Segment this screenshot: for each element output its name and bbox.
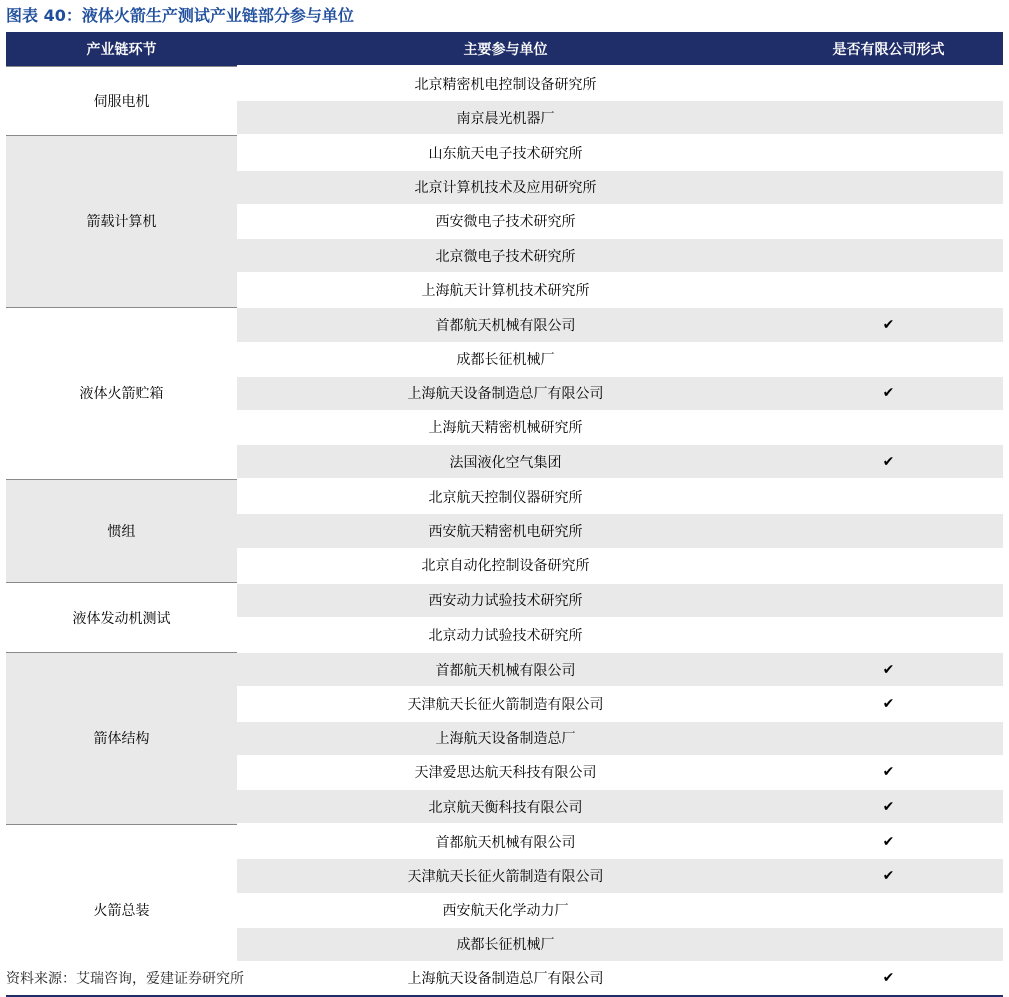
limited-company-cell [774, 410, 1003, 444]
limited-company-cell [774, 618, 1003, 653]
unit-name-cell: 首都航天机械有限公司 [237, 652, 774, 687]
segment-cell: 火箭总装 [6, 824, 237, 996]
checkmark-icon: ✔ [882, 661, 895, 678]
unit-name-cell: 天津爱思达航天科技有限公司 [237, 755, 774, 789]
segment-cell: 液体发动机测试 [6, 583, 237, 652]
limited-company-cell [774, 548, 1003, 583]
source-note: 资料来源：艾瑞咨询，爱建证券研究所 [6, 971, 244, 987]
limited-company-cell [774, 307, 1003, 342]
unit-name-cell: 南京晨光机器厂 [237, 101, 774, 136]
table-body [6, 66, 1003, 996]
table-row [6, 583, 1003, 618]
unit-name-cell: 北京航天控制仪器研究所 [237, 479, 774, 514]
unit-name-cell: 上海航天计算机技术研究所 [237, 273, 774, 308]
checkmark-icon: ✔ [882, 385, 895, 402]
unit-name-cell: 北京精密机电控制设备研究所 [237, 66, 774, 101]
checkmark-icon: ✔ [882, 970, 895, 987]
limited-company-cell [774, 755, 1003, 789]
unit-name-cell: 天津航天长征火箭制造有限公司 [237, 687, 774, 721]
limited-company-cell [774, 101, 1003, 136]
limited-company-cell [774, 376, 1003, 410]
segment-cell: 箭体结构 [6, 652, 237, 824]
unit-name-cell: 北京动力试验技术研究所 [237, 618, 774, 653]
unit-name-cell: 北京航天衡科技有限公司 [237, 789, 774, 824]
checkmark-icon: ✔ [882, 316, 895, 333]
unit-name-cell: 西安航天精密机电研究所 [237, 514, 774, 548]
checkmark-icon: ✔ [882, 453, 895, 470]
limited-company-cell [774, 687, 1003, 721]
unit-name-cell: 上海航天精密机械研究所 [237, 410, 774, 444]
limited-company-cell [774, 652, 1003, 687]
limited-company-cell [774, 721, 1003, 755]
unit-name-cell: 上海航天设备制造总厂 [237, 721, 774, 755]
unit-name-cell: 天津航天长征火箭制造有限公司 [237, 859, 774, 893]
unit-name-cell: 北京自动化控制设备研究所 [237, 548, 774, 583]
table-row [6, 307, 1003, 342]
unit-name-cell: 西安航天化学动力厂 [237, 893, 774, 927]
unit-name-cell: 成都长征机械厂 [237, 342, 774, 376]
limited-company-cell [774, 893, 1003, 927]
supply-chain-table [6, 32, 1003, 997]
unit-name-cell: 上海航天设备制造总厂有限公司 [237, 961, 774, 996]
limited-company-cell [774, 204, 1003, 238]
limited-company-cell [774, 927, 1003, 961]
unit-name-cell: 首都航天机械有限公司 [237, 307, 774, 342]
header-units: 主要参与单位 [237, 32, 774, 66]
checkmark-icon: ✔ [882, 695, 895, 712]
table-row [6, 66, 1003, 101]
segment-cell: 伺服电机 [6, 66, 237, 135]
limited-company-cell [774, 514, 1003, 548]
limited-company-cell [774, 170, 1003, 204]
unit-name-cell: 北京计算机技术及应用研究所 [237, 170, 774, 204]
segment-cell: 箭载计算机 [6, 135, 237, 307]
table-row [6, 135, 1003, 170]
segment-cell: 液体火箭贮箱 [6, 307, 237, 479]
unit-name-cell: 上海航天设备制造总厂有限公司 [237, 376, 774, 410]
limited-company-cell [774, 789, 1003, 824]
limited-company-cell [774, 583, 1003, 618]
checkmark-icon: ✔ [882, 764, 895, 781]
limited-company-cell [774, 479, 1003, 514]
header-segment: 产业链环节 [6, 32, 237, 66]
limited-company-cell [774, 238, 1003, 272]
limited-company-cell [774, 859, 1003, 893]
limited-company-cell [774, 135, 1003, 170]
table-row [6, 652, 1003, 687]
limited-company-cell [774, 66, 1003, 101]
unit-name-cell: 成都长征机械厂 [237, 927, 774, 961]
unit-name-cell: 西安微电子技术研究所 [237, 204, 774, 238]
unit-name-cell: 北京微电子技术研究所 [237, 238, 774, 272]
limited-company-cell [774, 342, 1003, 376]
checkmark-icon: ✔ [882, 798, 895, 815]
header-limited-company: 是否有限公司形式 [774, 32, 1003, 66]
segment-cell: 惯组 [6, 479, 237, 583]
limited-company-cell [774, 961, 1003, 996]
limited-company-cell [774, 445, 1003, 480]
limited-company-cell [774, 824, 1003, 859]
limited-company-cell [774, 273, 1003, 308]
table-row [6, 479, 1003, 514]
table-header-row [6, 32, 1003, 66]
checkmark-icon: ✔ [882, 867, 895, 884]
unit-name-cell: 首都航天机械有限公司 [237, 824, 774, 859]
unit-name-cell: 山东航天电子技术研究所 [237, 135, 774, 170]
figure-title: 图表 40：液体火箭生产测试产业链部分参与单位 [6, 6, 354, 25]
unit-name-cell: 西安动力试验技术研究所 [237, 583, 774, 618]
table-row [6, 824, 1003, 859]
unit-name-cell: 法国液化空气集团 [237, 445, 774, 480]
checkmark-icon: ✔ [882, 833, 895, 850]
